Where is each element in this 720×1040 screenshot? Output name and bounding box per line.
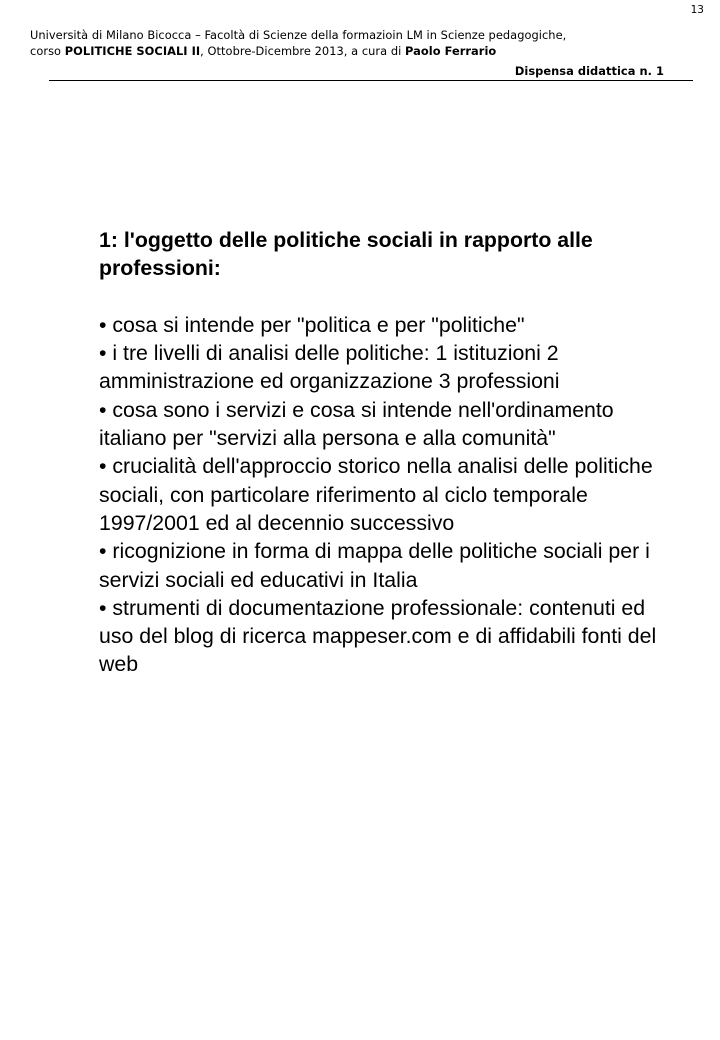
header-course-name: POLITICHE SOCIALI II [64, 44, 201, 58]
header-divider [49, 80, 693, 81]
section-title: 1: l'oggetto delle politiche sociali in rapporto alle professioni: [99, 228, 593, 281]
topic-item: • cosa si intende per "politica e per "politiche" [99, 312, 525, 337]
topic-item: • strumenti di documentazione professionale: contenuti ed uso del blog di ricerca mappeser.com e di affidabili fonti del web [99, 595, 657, 677]
topic-item: • crucialità dell'approccio storico nella analisi delle politiche sociali, con particolare riferimento al ciclo temporale 1997/2001 ed al decennio successivo [99, 454, 653, 535]
header-course-middle: , Ottobre-Dicembre 2013, a cura di [200, 44, 406, 58]
topic-item: • cosa sono i servizi e cosa si intende nell'ordinamento italiano per "servizi alla persona e alla comunità" [99, 397, 614, 451]
header-institution-line: Università di Milano Bicocca – Facoltà di Scienze della formazioin LM in Scienze pedagogiche, [30, 28, 567, 42]
topic-item: • i tre livelli di analisi delle politiche: 1 istituzioni 2 amministrazione ed organizzazione 3 professioni [99, 341, 560, 394]
page-number: 13 [690, 4, 704, 16]
header-course-line [30, 43, 694, 59]
header-course-prefix: corso [30, 44, 65, 58]
header-dispensa: Dispensa didattica n. 1 [514, 64, 664, 78]
topic-list [99, 311, 659, 679]
header-author: Paolo Ferrario [405, 44, 497, 58]
topic-item: • ricognizione in forma di mappa delle politiche sociali per i servizi sociali ed educativi in Italia [99, 539, 650, 592]
main-content [99, 226, 659, 679]
page-header [30, 27, 694, 79]
